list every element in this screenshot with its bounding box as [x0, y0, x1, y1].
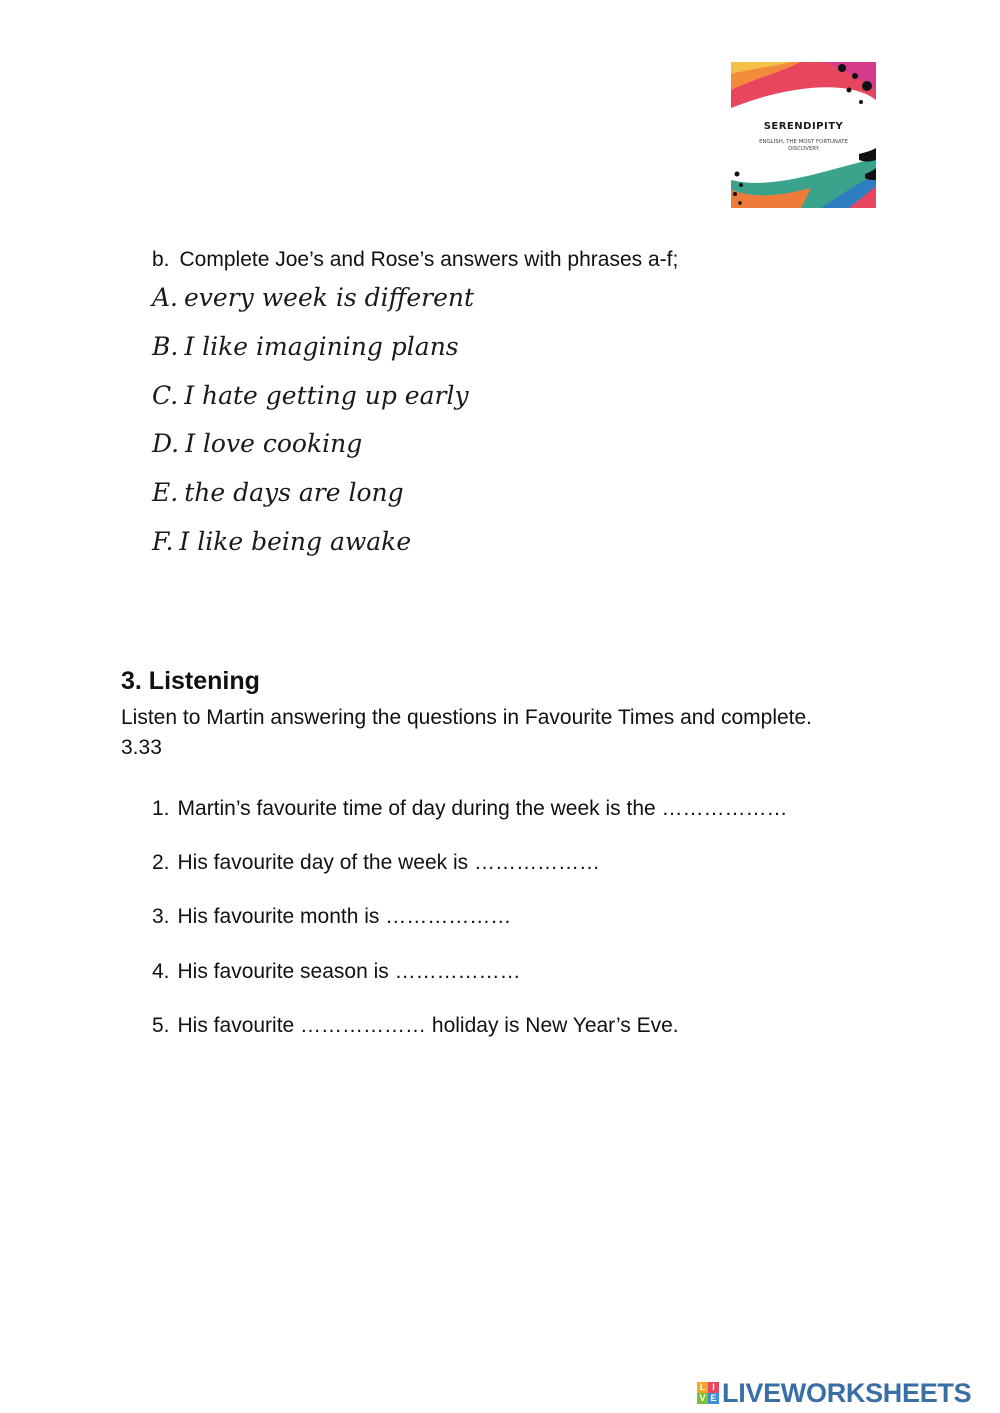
phrase-letter: D. [152, 429, 180, 459]
question-number: 4. [152, 959, 170, 983]
phrase-text: I like being awake [179, 526, 412, 556]
logo-subtitle: ENGLISH, THE MOST FORTUNATE DISCOVERY [759, 139, 848, 152]
question-number: 1. [152, 797, 170, 820]
phrase-item [152, 330, 474, 379]
question-text: His favourite season is ……………… [177, 959, 521, 983]
listening-heading: 3. Listening [121, 667, 260, 695]
question-item [152, 795, 788, 849]
question-item [152, 849, 788, 903]
liveworksheets-logo[interactable] [697, 1378, 971, 1408]
phrase-letter: B. [152, 331, 179, 361]
serendipity-logo [731, 62, 876, 208]
phrase-item [152, 427, 474, 476]
icon-letter-i: I [708, 1382, 719, 1393]
phrase-text: every week is different [184, 283, 475, 312]
phrase-list [152, 281, 474, 574]
phrase-item [152, 379, 474, 428]
question-item [152, 903, 788, 957]
phrase-text: the days are long [184, 478, 404, 508]
phrase-text: I love cooking [185, 429, 363, 459]
question-number: 3. [152, 905, 170, 929]
listening-description: Listen to Martin answering the questions in Favourite Times and complete. 3.33 [121, 706, 813, 759]
phrase-item [152, 281, 474, 330]
question-item [152, 1012, 788, 1066]
phrase-letter: C. [152, 380, 179, 410]
phrase-text: I hate getting up early [184, 380, 469, 410]
question-text: His favourite ……………… holiday is New Year’s Eve. [177, 1013, 679, 1037]
phrase-item [152, 525, 474, 574]
logo-artwork [731, 62, 876, 208]
phrase-text: I like imagining plans [184, 331, 459, 361]
phrase-letter: F. [152, 526, 174, 556]
exercise-b-instruction [152, 248, 678, 272]
exercise-marker: b. [152, 248, 170, 271]
icon-letter-l: L [697, 1382, 708, 1393]
question-list [152, 795, 788, 1066]
question-text: Martin’s favourite time of day during the week is the ……………… [177, 797, 788, 820]
question-number: 5. [152, 1013, 170, 1037]
question-text: His favourite month is ……………… [177, 905, 512, 929]
icon-letter-e: E [708, 1393, 719, 1404]
liveworksheets-icon [697, 1382, 719, 1404]
question-number: 2. [152, 851, 170, 875]
phrase-letter: E. [152, 478, 179, 508]
instruction-text: Complete Joe’s and Rose’s answers with phrases a-f; [179, 248, 679, 271]
question-text: His favourite day of the week is ……………… [177, 851, 600, 875]
phrase-letter: A. [152, 283, 179, 312]
question-item [152, 958, 788, 1012]
logo-title: SERENDIPITY [763, 121, 844, 132]
icon-letter-v: V [697, 1393, 708, 1404]
phrase-item [152, 476, 474, 525]
liveworksheets-brand: LIVEWORKSHEETS [722, 1378, 972, 1408]
